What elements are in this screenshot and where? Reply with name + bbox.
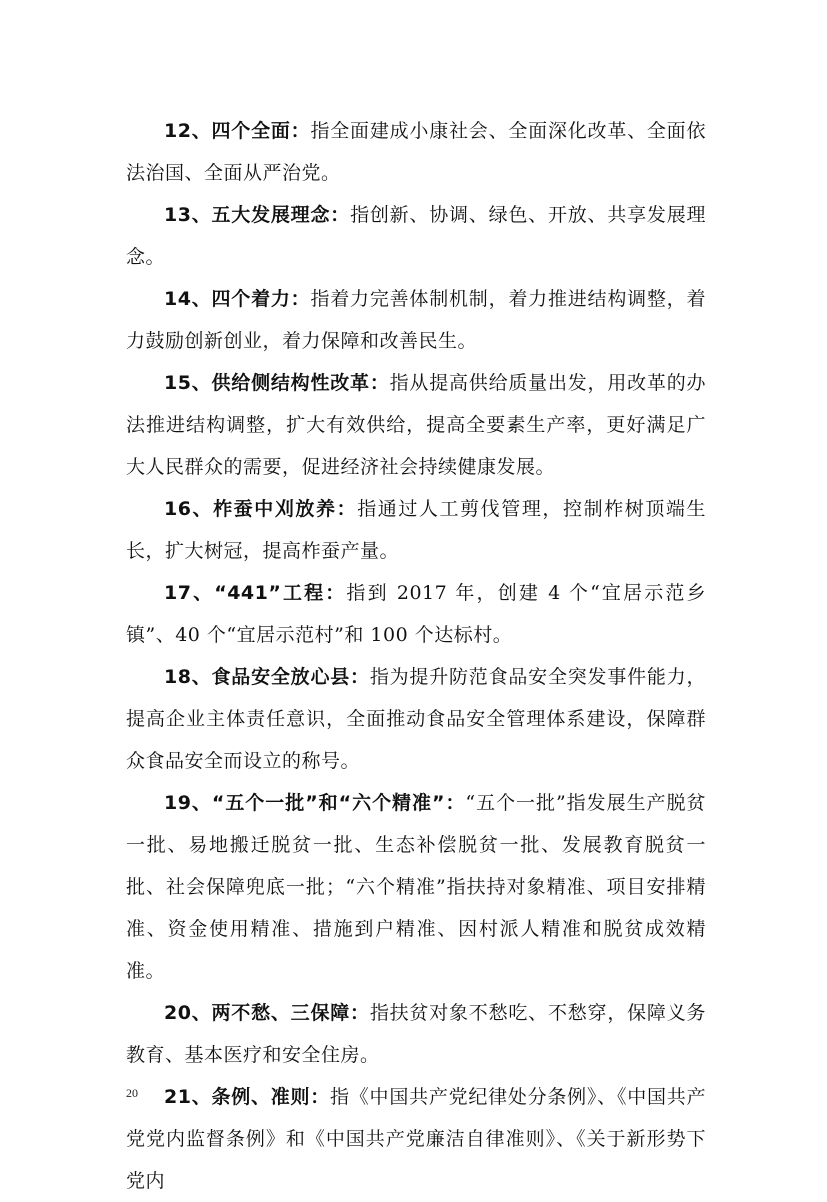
entry-text: 指通过人工剪伐管理，控制柞树顶端生长，扩大树冠，提高柞蚕产量。 (126, 498, 706, 562)
glossary-entry-12 (126, 110, 706, 194)
entry-text: “五个一批”指发展生产脱贫一批、易地搬迁脱贫一批、生态补偿脱贫一批、发展教育脱贫一批、社会保障兜底一批；“六个精准”指扶持对象精准、项目安排精准、资金使用精准、措施到户精准、因村派人精准和脱贫成效精准。 (126, 792, 706, 982)
entry-term: 18、食品安全放心县： (164, 666, 370, 688)
entry-text: 指全面建成小康社会、全面深化改革、全面依法治国、全面从严治党。 (126, 120, 706, 184)
glossary-content (126, 110, 706, 1202)
entry-term: 14、四个着力： (164, 288, 311, 310)
glossary-entry-19 (126, 782, 706, 992)
glossary-entry-20 (126, 992, 706, 1076)
entry-text: 指扶贫对象不愁吃、不愁穿，保障义务教育、基本医疗和安全住房。 (126, 1002, 706, 1066)
glossary-entry-14 (126, 278, 706, 362)
entry-term: 21、条例、准则： (164, 1086, 331, 1108)
glossary-entry-17 (126, 572, 706, 656)
entry-term: 19、“五个一批”和“六个精准”： (164, 792, 466, 814)
entry-term: 16、柞蚕中刈放养： (164, 498, 358, 520)
entry-term: 20、两不愁、三保障： (164, 1002, 370, 1024)
entry-text: 指到 2017 年，创建 4 个“宜居示范乡镇”、40 个“宜居示范村”和 100 个达标村。 (126, 582, 706, 646)
entry-term: 15、供给侧结构性改革： (164, 372, 390, 394)
entry-term: 17、“441”工程： (164, 582, 347, 604)
entry-text: 指为提升防范食品安全突发事件能力，提高企业主体责任意识，全面推动食品安全管理体系建设，保障群众食品安全而设立的称号。 (126, 666, 706, 772)
glossary-entry-16 (126, 488, 706, 572)
glossary-entry-13 (126, 194, 706, 278)
entry-text: 指创新、协调、绿色、开放、共享发展理念。 (126, 204, 706, 268)
entry-text: 指着力完善体制机制，着力推进结构调整，着力鼓励创新创业，着力保障和改善民生。 (126, 288, 706, 352)
entry-text: 指从提高供给质量出发，用改革的办法推进结构调整，扩大有效供给，提高全要素生产率，更好满足广大人民群众的需要，促进经济社会持续健康发展。 (126, 372, 706, 478)
page-number: 20 (126, 1086, 138, 1100)
glossary-entry-18 (126, 656, 706, 782)
entry-text: 指《中国共产党纪律处分条例》、《中国共产党党内监督条例》和《中国共产党廉洁自律准则》、《关于新形势下党内 (126, 1086, 706, 1192)
entry-term: 12、四个全面： (164, 120, 311, 142)
glossary-entry-15 (126, 362, 706, 488)
glossary-entry-21 (126, 1076, 706, 1202)
entry-term: 13、五大发展理念： (164, 204, 351, 226)
